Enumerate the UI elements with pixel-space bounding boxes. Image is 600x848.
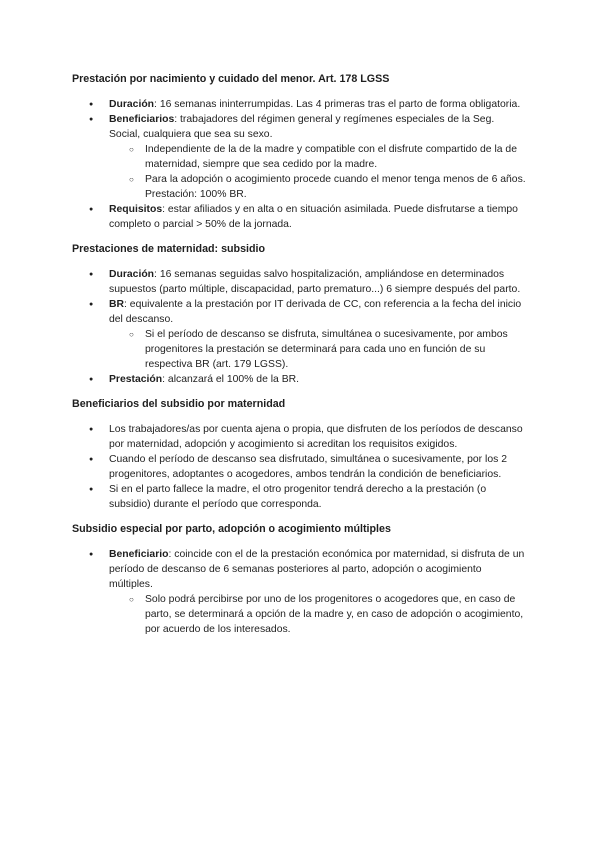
- list-item-term: Duración: [109, 269, 155, 280]
- list-item-term: Beneficiario: [109, 549, 169, 560]
- section-title: Prestaciones de maternidad: subsidio: [72, 243, 266, 255]
- sub-list-item: ○ Si el período de descanso se disfruta, simultánea o sucesivamente, por ambos progenitores la prestación se determinará para cada uno en función de su respectiva BR (art. 179 LGSS).: [109, 327, 528, 372]
- bullet-list: [72, 422, 528, 512]
- section-title: Subsidio especial por parto, adopción o acogimiento múltiples: [72, 523, 391, 535]
- list-item: [72, 482, 528, 512]
- bullet-list: [72, 97, 528, 232]
- list-item-text: : 16 semanas ininterrumpidas. Las 4 primeras tras el parto de forma obligatoria.: [154, 99, 521, 110]
- section-title: Prestación por nacimiento y cuidado del menor. Art. 178 LGSS: [72, 73, 390, 85]
- list-item-text: Si en el parto fallece la madre, el otro progenitor tendrá derecho a la prestación (o subsidio) durante el período que corresponda.: [109, 484, 487, 510]
- list-item: [72, 297, 528, 372]
- list-item-text: : 16 semanas seguidas salvo hospitalización, ampliándose en determinados supuestos (parto múltiple, discapacidad, parto prematuro...) 6 siempre después del parto.: [109, 269, 521, 295]
- list-item-text: : estar afiliados y en alta o en situación asimilada. Puede disfrutarse a tiempo completo o parcial > 50% de la jornada.: [109, 204, 518, 230]
- sub-bullet-list: [109, 592, 528, 637]
- list-item-text: Los trabajadores/as por cuenta ajena o propia, que disfruten de los períodos de descanso por maternidad, adopción y acogimiento si acreditan los requisitos exigidos.: [109, 424, 523, 450]
- list-item: [72, 452, 528, 482]
- sub-bullet-list: [109, 142, 528, 202]
- list-item: [72, 112, 528, 202]
- list-item: [72, 372, 528, 387]
- list-item-term: Duración: [109, 99, 155, 110]
- sub-list-item: ○ Para la adopción o acogimiento procede cuando el menor tenga menos de 6 años. Prestación: 100% BR.: [109, 172, 528, 202]
- list-item-term: Requisitos: [109, 204, 163, 215]
- list-item: [72, 97, 528, 112]
- document-content: [72, 72, 528, 647]
- list-item-text: Cuando el período de descanso sea disfrutado, simultánea o sucesivamente, por los 2 progenitores, adoptantes o acogedores, ambos tendrán la condición de beneficiarios.: [109, 454, 507, 480]
- list-item: [72, 267, 528, 297]
- bullet-list: [72, 267, 528, 387]
- list-item-text: : coincide con el de la prestación económica por maternidad, si disfruta de un período de descanso de 6 semanas posteriores al parto, adopción o acogimiento múltiples.: [109, 549, 525, 590]
- sub-list-item: ○ Solo podrá percibirse por uno de los progenitores o acogedores que, en caso de parto, se determinará a opción de la madre y, en caso de adopción o acogimiento, por acuerdo de los interesados.: [109, 592, 528, 637]
- list-item-term: Prestación: [109, 374, 163, 385]
- list-item: [72, 202, 528, 232]
- list-item-text: : equivalente a la prestación por IT derivada de CC, con referencia a la fecha del inicio del descanso.: [109, 299, 522, 325]
- list-item-text: : alcanzará el 100% de la BR.: [162, 374, 300, 385]
- list-item: [72, 547, 528, 637]
- list-item: [72, 422, 528, 452]
- sub-list-item: ○ Independiente de la de la madre y compatible con el disfrute compartido de la de maternidad, siempre que sea cedido por la madre.: [109, 142, 528, 172]
- section-title: Beneficiarios del subsidio por maternidad: [72, 398, 286, 410]
- list-item-text: : trabajadores del régimen general y regímenes especiales de la Seg. Social, cualquiera que sea su sexo.: [109, 114, 495, 140]
- list-item-term: BR: [109, 299, 125, 310]
- list-item-term: Beneficiarios: [109, 114, 175, 125]
- sub-bullet-list: [109, 327, 528, 372]
- bullet-list: [72, 547, 528, 637]
